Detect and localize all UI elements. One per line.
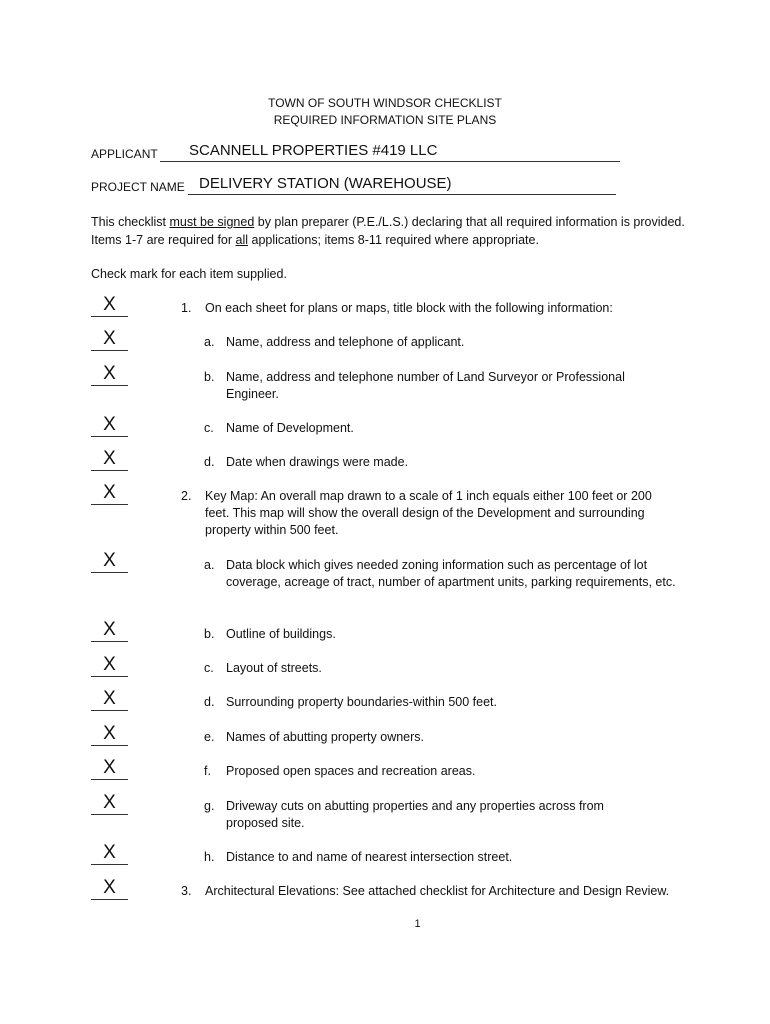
item-letter: b.	[204, 370, 215, 384]
item-letter: a.	[204, 558, 215, 572]
check-mark: X	[103, 363, 116, 384]
check-item-2g[interactable]	[91, 794, 128, 815]
check-item-1a[interactable]	[91, 330, 128, 351]
intro-paragraph	[91, 213, 691, 249]
applicant-field[interactable]	[91, 144, 621, 162]
item-text: On each sheet for plans or maps, title block with the following information:	[205, 301, 613, 315]
item-text: Surrounding property boundaries-within 500 feet.	[226, 695, 498, 709]
item-text: Outline of buildings.	[226, 627, 336, 641]
item-number: 1.	[181, 301, 192, 315]
check-item-1[interactable]	[91, 296, 128, 317]
item-text: Layout of streets.	[226, 661, 322, 675]
project-name-underline	[188, 193, 616, 195]
check-item-1b[interactable]	[91, 365, 128, 386]
item-letter: h.	[204, 850, 215, 864]
project-name-field[interactable]	[91, 177, 617, 195]
applicant-underline	[160, 160, 620, 162]
check-item-2d[interactable]	[91, 690, 128, 711]
check-mark: X	[103, 654, 116, 675]
item-letter: d.	[204, 695, 215, 709]
check-item-2h[interactable]	[91, 844, 128, 865]
check-item-1d[interactable]	[91, 450, 128, 471]
check-mark: X	[103, 550, 116, 571]
check-mark: X	[103, 723, 116, 744]
check-mark: X	[103, 842, 116, 863]
item-text: Proposed open spaces and recreation areas.	[226, 764, 476, 778]
item-letter: c.	[204, 661, 214, 675]
intro-text-3: applications; items 8-11 required where appropriate.	[248, 233, 539, 247]
item-letter: c.	[204, 421, 214, 435]
item-text: Name of Development.	[226, 421, 354, 435]
item-text: Name, address and telephone number of Land Surveyor or Professional Engineer.	[226, 370, 625, 401]
check-item-2a[interactable]	[91, 552, 128, 573]
item-text: Distance to and name of nearest intersection street.	[226, 850, 513, 864]
item-text: Names of abutting property owners.	[226, 730, 425, 744]
check-mark: X	[103, 414, 116, 435]
item-text: Architectural Elevations: See attached checklist for Architecture and Design Review.	[205, 884, 670, 898]
check-item-2b[interactable]	[91, 621, 128, 642]
check-mark: X	[103, 294, 116, 315]
check-mark: X	[103, 448, 116, 469]
header-line-1: TOWN OF SOUTH WINDSOR CHECKLIST	[268, 96, 502, 110]
check-item-2[interactable]	[91, 484, 128, 505]
item-text: Date when drawings were made.	[226, 455, 409, 469]
check-instruction: Check mark for each item supplied.	[91, 267, 287, 281]
item-number: 3.	[181, 884, 192, 898]
check-mark: X	[103, 328, 116, 349]
item-text: Data block which gives needed zoning information such as percentage of lot coverage, acreage of tract, number of apartment units, parking requirements, etc.	[226, 558, 676, 589]
item-text: Name, address and telephone of applicant.	[226, 335, 465, 349]
intro-all: all	[235, 233, 249, 247]
project-name-label: PROJECT NAME	[91, 180, 185, 194]
intro-text-1: This checklist	[91, 215, 170, 229]
applicant-label: APPLICANT	[91, 147, 158, 161]
item-letter: d.	[204, 455, 215, 469]
check-mark: X	[103, 757, 116, 778]
check-item-1c[interactable]	[91, 416, 128, 437]
header-line-2: REQUIRED INFORMATION SITE PLANS	[273, 113, 497, 127]
project-name-value: DELIVERY STATION (WAREHOUSE)	[199, 175, 452, 192]
item-letter: g.	[204, 799, 215, 813]
check-mark: X	[103, 877, 116, 898]
intro-must-be-signed: must be signed	[169, 215, 255, 229]
intro-text-2: by plan preparer (P.E./L.S.) declaring that all required information is provided. Items 1-7 are required for	[91, 215, 685, 247]
item-text: Driveway cuts on abutting properties and any properties across from proposed site.	[226, 799, 604, 830]
item-text: Key Map: An overall map drawn to a scale of 1 inch equals either 100 feet or 200 feet. This map will show the overall design of the Development and surrounding property within 500 feet.	[205, 489, 652, 537]
check-mark: X	[103, 482, 116, 503]
item-letter: a.	[204, 335, 215, 349]
check-mark: X	[103, 619, 116, 640]
item-number: 2.	[181, 489, 192, 503]
check-item-2e[interactable]	[91, 725, 128, 746]
check-mark: X	[103, 688, 116, 709]
check-item-3[interactable]	[91, 879, 128, 900]
item-letter: e.	[204, 730, 215, 744]
item-letter: b.	[204, 627, 215, 641]
check-mark: X	[103, 792, 116, 813]
page-number: 1	[414, 918, 421, 930]
check-item-2f[interactable]	[91, 759, 128, 780]
check-item-2c[interactable]	[91, 656, 128, 677]
item-letter: f.	[204, 764, 211, 778]
applicant-value: SCANNELL PROPERTIES #419 LLC	[189, 142, 438, 159]
